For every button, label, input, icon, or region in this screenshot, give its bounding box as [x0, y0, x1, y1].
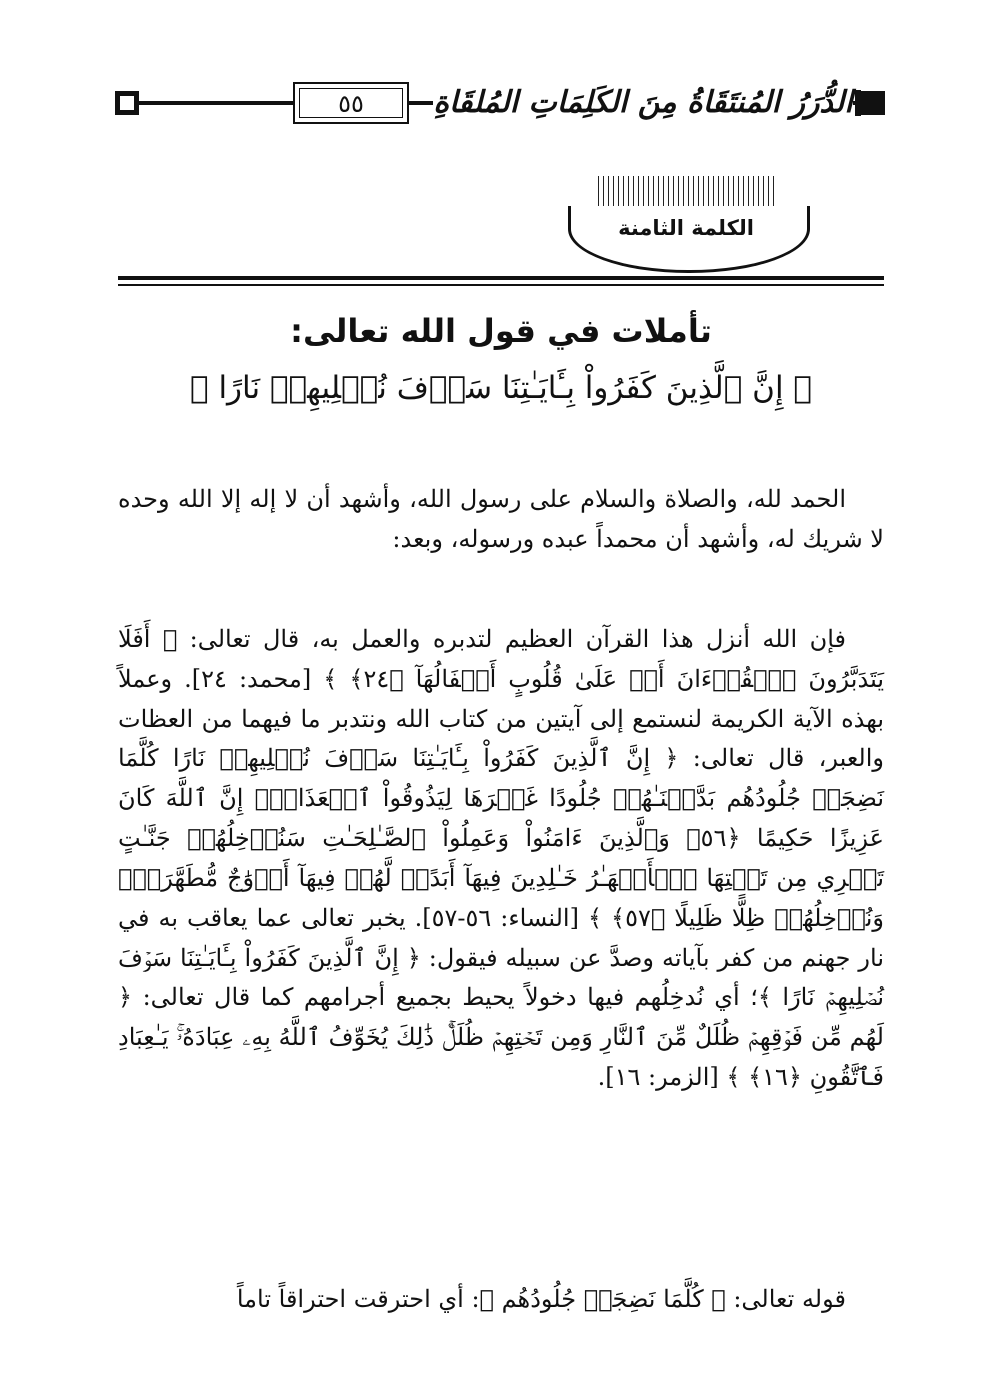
section-rule-thin [118, 284, 884, 286]
paragraph-intro [118, 480, 884, 560]
page-title: تأملات في قول الله تعالى: [290, 312, 712, 350]
running-title: الدُّرَرُ المُنتَقَاةُ مِنَ الكَلِمَاتِ المُلقَاةِ [433, 78, 853, 128]
paragraph: فإن الله أنزل هذا القرآن العظيم لتدبره والعمل به، قال تعالى: ﴿ أَفَلَا يَتَدَبَّرُونَ ٱلۡقُرۡءَانَ أَمۡ عَلَىٰ قُلُوبٍ أَقۡفَالُهَآ ﴿٢٤﴾ ﴾ [محمد: ٢٤]. وعملاً بهذه الآية الكريمة لنستمع إلى آيتين من كتاب الله ونتدبر ما فيهما من العظات والعبر، قال تعالى: ﴿ إِنَّ ٱلَّذِينَ كَفَرُواْ بِـَٔايَـٰتِنَا سَوۡفَ نُصۡلِيهِمۡ نَارًا كُلَّمَا نَضِجَتۡ جُلُودُهُم بَدَّلۡنَـٰهُمۡ جُلُودًا غَيۡرَهَا لِيَذُوقُواْ ٱلۡعَذَابَۗ إِنَّ ٱللَّهَ كَانَ عَزِيزًا حَكِيمًا ﴿٥٦﴾ وَٱلَّذِينَ ءَامَنُواْ وَعَمِلُواْ ٱلصَّـٰلِحَـٰتِ سَنُدۡخِلُهُمۡ جَنَّـٰتٍ تَجۡرِي مِن تَحۡتِهَا ٱلۡأَنۡهَـٰرُ خَـٰلِدِينَ فِيهَآ أَبَدًاۖ لَّهُمۡ فِيهَآ أَزۡوَٰجٌ مُّطَهَّرَةٌۖ وَنُدۡخِلُهُمۡ ظِلًّا ظَلِيلًا ﴿٥٧﴾ ﴾ [النساء: ٥٦-٥٧]. يخبر تعالى عما يعاقب به في نار جهنم من كفر بآياته وصدَّ عن سبيله فيقول: ﴿ إِنَّ ٱلَّذِينَ كَفَرُواْ بِـَٔايَـٰتِنَا سَوۡفَ نُصۡلِيهِمۡ نَارًا ﴾؛ أي نُدخِلُهم فيها دخولاً يحيط بجميع أجرامهم كما قال تعالى: ﴿ لَهُم مِّن فَوۡقِهِمۡ ظُلَلٌ مِّنَ ٱلنَّارِ وَمِن تَحۡتِهِمۡ ظُلَلٌۚ ذَٰلِكَ يُخَوِّفُ ٱللَّهُ بِهِۦ عِبَادَهُۥۚ يَـٰعِبَادِ فَٱتَّقُونِ ﴿١٦﴾ ﴾ [الزمر: ١٦]. [118, 625, 885, 1092]
paragraph-continuation [118, 1280, 884, 1320]
paragraph-main [118, 620, 884, 1098]
paragraph: الحمد لله، والصلاة والسلام على رسول الله، وأشهد أن لا إله إلا الله وحده لا شريك له، وأشهد أن محمداً عبده ورسوله، وبعد: [118, 485, 884, 553]
header-rule-left [135, 101, 295, 105]
running-header [115, 78, 885, 128]
paragraph: قوله تعالى: ﴿ كُلَّمَا نَضِجَتۡ جُلُودُهُم ﴾: أي احترقت احتراقاً تاماً [236, 1285, 846, 1313]
page-number-frame [293, 82, 409, 124]
section-rule-thick [118, 276, 884, 280]
chapter-label: الكلمة الثامنة [618, 216, 754, 240]
header-square-filled [861, 91, 885, 115]
header-square-outline [115, 91, 139, 115]
title-verse: ﴿ إِنَّ ٱلَّذِينَ كَفَرُواْ بِـَٔايَـٰتِنَا سَوۡفَ نُصۡلِيهِمۡ نَارًا ﴾ [189, 370, 813, 406]
chapter-badge [568, 176, 804, 272]
page-number: ٥٥ [338, 90, 364, 118]
